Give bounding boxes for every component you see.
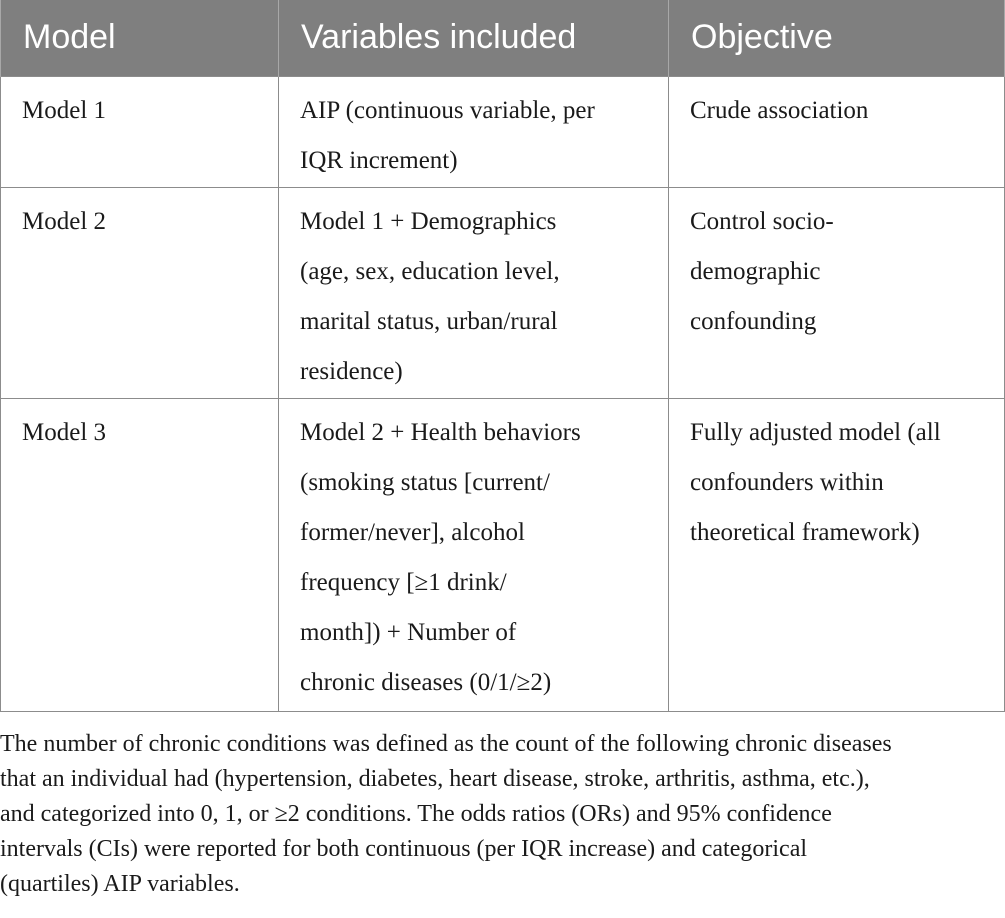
variables-line: AIP (continuous variable, per [300,96,595,124]
objective-line: Control socio- [690,207,834,235]
variables-line: Model 2 + Health behaviors [300,418,581,446]
table-row [1,76,1005,187]
objective-line: Fully adjusted model (all [690,418,941,446]
variables-cell [279,398,669,711]
footnote-line: (quartiles) AIP variables. [0,871,240,897]
variables-line: residence) [300,357,403,385]
variables-line: frequency [≥1 drink/ [300,568,507,596]
header-model: Model [1,0,279,76]
variables-line: (smoking status [current/ [300,468,550,496]
variables-line: Model 1 + Demographics [300,207,557,235]
table-footnote [0,727,1000,902]
objective-cell [669,398,1005,711]
variables-line: former/never], alcohol [300,518,525,546]
variables-line: marital status, urban/rural [300,307,558,335]
footnote-line: and categorized into 0, 1, or ≥2 conditions. The odds ratios (ORs) and 95% confidence [0,801,832,827]
model-cell [1,187,279,398]
objective-line: demographic [690,257,821,285]
header-objective: Objective [669,0,1005,76]
header-variables-included: Variables included [279,0,669,76]
variables-cell [279,187,669,398]
model-name: Model 2 [22,207,107,235]
footnote-line: The number of chronic conditions was defined as the count of the following chronic diseases [0,731,892,757]
table-row [1,398,1005,711]
variables-line: month]) + Number of [300,618,517,646]
objective-line: confounding [690,307,817,335]
variables-cell [279,76,669,187]
objective-line: confounders within [690,468,884,496]
table-header-row [1,0,1005,76]
model-cell [1,76,279,187]
model-name: Model 3 [22,418,107,446]
objective-line: theoretical framework) [690,518,920,546]
model-cell [1,398,279,711]
objective-cell [669,187,1005,398]
variables-line: IQR increment) [300,146,458,174]
variables-line: chronic diseases (0/1/≥2) [300,668,552,696]
footnote-line: that an individual had (hypertension, diabetes, heart disease, stroke, arthritis, asthma, etc.), [0,766,870,792]
objective-line: Crude association [690,96,869,124]
objective-cell [669,76,1005,187]
variables-line: (age, sex, education level, [300,257,560,285]
model-name: Model 1 [22,96,107,124]
table-row [1,187,1005,398]
footnote-line: intervals (CIs) were reported for both continuous (per IQR increase) and categorical [0,836,808,862]
